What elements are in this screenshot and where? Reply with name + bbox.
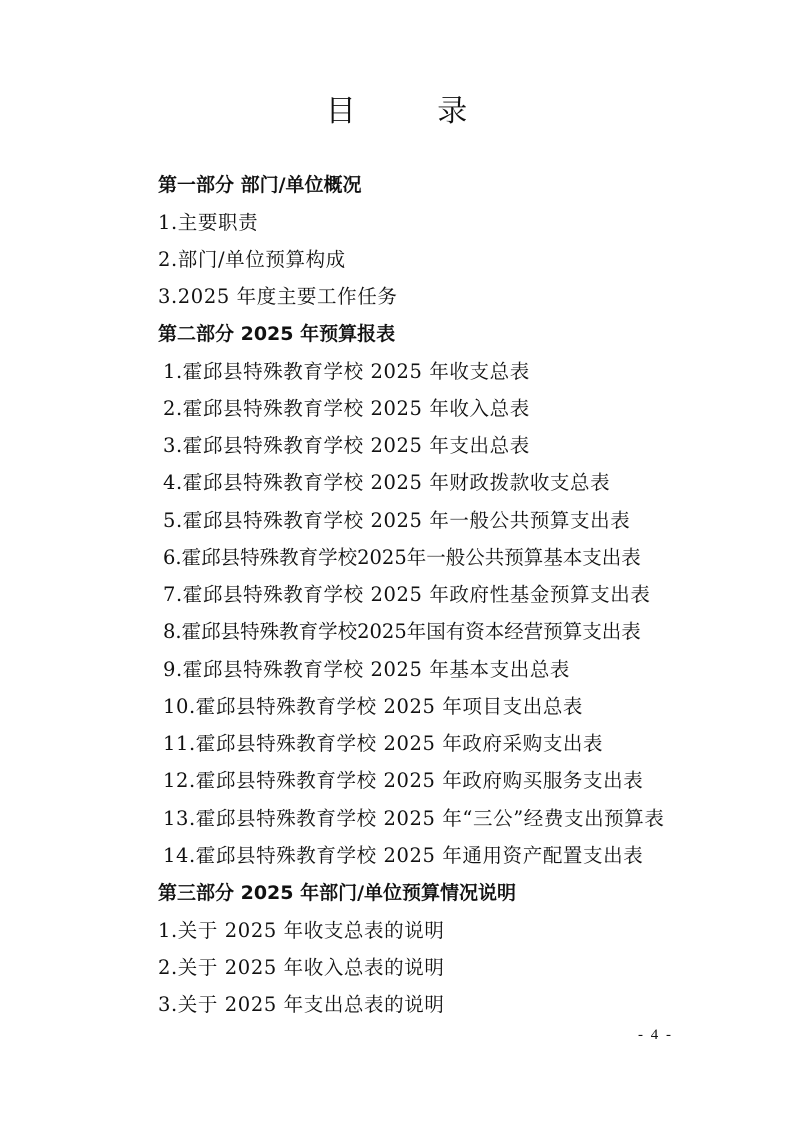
toc-item: 6.霍邱县特殊教育学校2025年一般公共预算基本支出表 [163,546,641,569]
toc-item: 7.霍邱县特殊教育学校 2025 年政府性基金预算支出表 [163,583,651,606]
toc-item: 8.霍邱县特殊教育学校2025年国有资本经营预算支出表 [163,620,641,643]
part3-heading: 第三部分 2025 年部门/单位预算情况说明 [158,882,517,904]
toc-item: 13.霍邱县特殊教育学校 2025 年“三公”经费支出预算表 [163,807,665,830]
toc-item: 5.霍邱县特殊教育学校 2025 年一般公共预算支出表 [163,509,631,532]
toc-item: 1.主要职责 [158,211,259,234]
toc-item: 3.关于 2025 年支出总表的说明 [158,993,445,1016]
toc-item: 1.关于 2025 年收支总表的说明 [158,919,445,942]
toc-item: 3.霍邱县特殊教育学校 2025 年支出总表 [163,434,530,457]
page-number: - 4 - [638,1027,673,1043]
toc-item: 2.部门/单位预算构成 [158,248,346,271]
toc-item: 3.2025 年度主要工作任务 [158,285,398,308]
part1-heading: 第一部分 部门/单位概况 [158,174,362,196]
page-title: 目 录 [325,94,504,129]
toc-item: 14.霍邱县特殊教育学校 2025 年通用资产配置支出表 [163,844,644,867]
toc-item: 10.霍邱县特殊教育学校 2025 年项目支出总表 [163,695,584,718]
toc-item: 4.霍邱县特殊教育学校 2025 年财政拨款收支总表 [163,471,611,494]
toc-item: 1.霍邱县特殊教育学校 2025 年收支总表 [163,360,530,383]
toc-item: 9.霍邱县特殊教育学校 2025 年基本支出总表 [163,658,571,681]
part2-heading: 第二部分 2025 年预算报表 [158,323,396,345]
toc-item: 12.霍邱县特殊教育学校 2025 年政府购买服务支出表 [163,769,644,792]
toc-item: 2.关于 2025 年收入总表的说明 [158,956,445,979]
toc-item: 2.霍邱县特殊教育学校 2025 年收入总表 [163,397,530,420]
toc-item: 11.霍邱县特殊教育学校 2025 年政府采购支出表 [163,732,604,755]
